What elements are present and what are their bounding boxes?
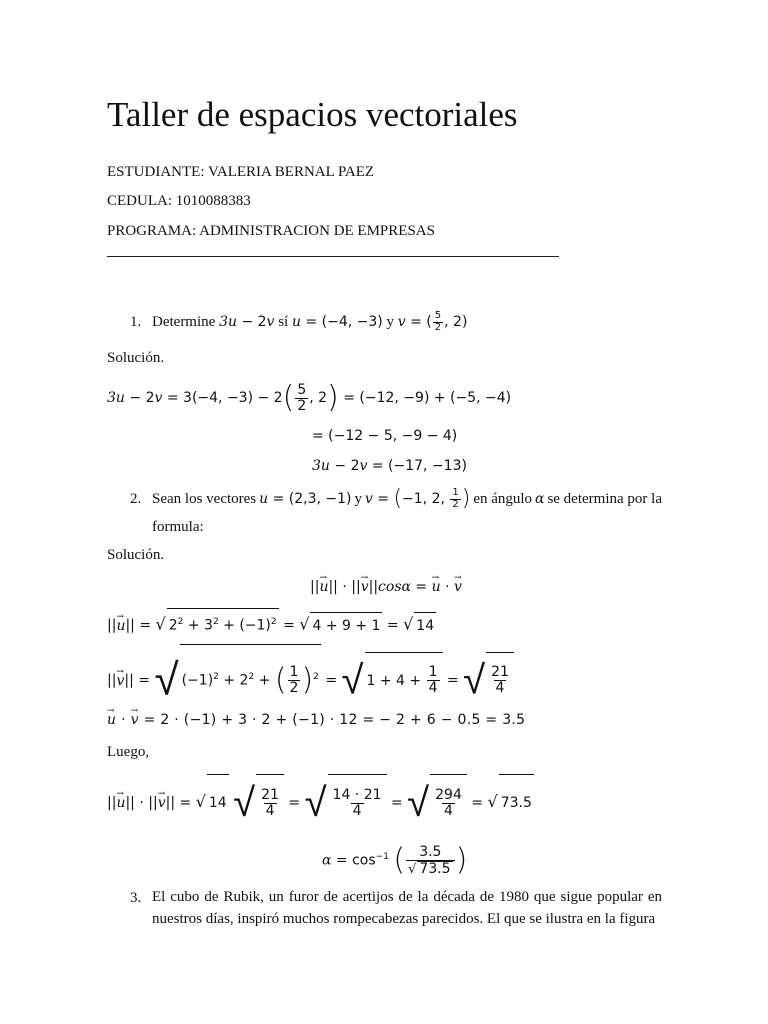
question-2-text-d: formula: xyxy=(152,519,204,535)
question-2-v: v = (−1, 2, $\frac{1}{2}$ ) xyxy=(364,486,471,511)
then-label: Luego, xyxy=(107,744,150,760)
student-program: PROGRAMA: ADMINISTRACION DE EMPRESAS xyxy=(107,223,435,239)
question-3-number: 3. xyxy=(130,890,142,906)
question-2 xyxy=(0,487,768,543)
q1-equation-line-3: 3u − 2v = (−17, −13) xyxy=(312,458,467,474)
alpha-symbol: α xyxy=(535,491,545,507)
q1-equation-line-2: = (−12 − 5, −9 − 4) xyxy=(312,428,458,444)
norm-u-equation: ||→ u|| = √ $2^2 + 3^2 + (-1)^2$ = √ 4 + 9 + 1 = √ 14 xyxy=(107,608,436,639)
page-title: Taller de espacios vectoriales xyxy=(107,95,518,134)
alpha-equation: $\alpha = \cos^{-1}$ ( $\frac{3.5}{√ 73.5}$ ) xyxy=(322,842,468,878)
separator-rule xyxy=(107,256,559,257)
question-1-expression: 3u − 2v xyxy=(219,314,275,330)
question-2-text-b: en ángulo xyxy=(473,491,533,507)
student-name: ESTUDIANTE: VALERIA BERNAL PAEZ xyxy=(107,164,375,180)
question-1-v: v = ( $\frac{5}{2}$ , 2) xyxy=(397,310,468,333)
norm-product-equation: ||→ u|| · ||→ v|| = √ 14 √ $\frac{21}{4}$ = √ $\frac{14 \cdot 21}{4}$ = √ $\frac{294}{4}$ = √ 73.5 xyxy=(107,774,534,831)
norm-v-equation: ||→ v|| = √ $(-1)^2 + 2^2$ + ( $\frac{1}{2}$ )$^2$ = √ 1 + 4 + $\frac{1}{4}$ = √ $\frac{21}{4}$ xyxy=(107,644,514,709)
question-2-text-c: se determina por la xyxy=(547,491,662,507)
question-2-line-1 xyxy=(152,487,662,511)
question-1-number: 1. xyxy=(130,314,142,330)
angle-formula: ||→ u|| · ||→ v||cosα = → u · → v xyxy=(310,575,462,599)
question-2-y: y xyxy=(354,491,362,507)
solution-label-2: Solución. xyxy=(107,547,165,563)
question-1-text: Determine 3u − 2v sí u = (−4, −3) y v = ( $\frac{5}{2}$ , 2) xyxy=(152,310,468,333)
question-1-prompt: Determine xyxy=(152,314,216,330)
question-1-u: u = (−4, −3) xyxy=(291,314,383,330)
q1-equation-line-1: 3u − 2v = 3(−4, −3) − 2( $\frac{5}{2}$ , 2) = (−12, −9) + (−5, −4) xyxy=(107,380,512,415)
dot-product-equation: → u · → v = 2 · (−1) + 3 · 2 + (−1) · 12 = − 2 + 6 − 0.5 = 3.5 xyxy=(107,708,525,732)
solution-label-1: Solución. xyxy=(107,350,165,366)
question-2-u: u = (2,3, −1) xyxy=(259,491,352,507)
question-2-text-a: Sean los vectores xyxy=(152,491,257,507)
question-1 xyxy=(0,310,768,340)
question-3 xyxy=(0,886,768,936)
question-3-text: El cubo de Rubik, un furor de acertijos de la década de 1980 que sigue popular en nuestros días, inspiró muchos rompecabezas parecidos. El que se ilustra en la figura xyxy=(152,889,662,927)
student-id: CEDULA: 1010088383 xyxy=(107,193,251,209)
question-2-number: 2. xyxy=(130,491,142,507)
